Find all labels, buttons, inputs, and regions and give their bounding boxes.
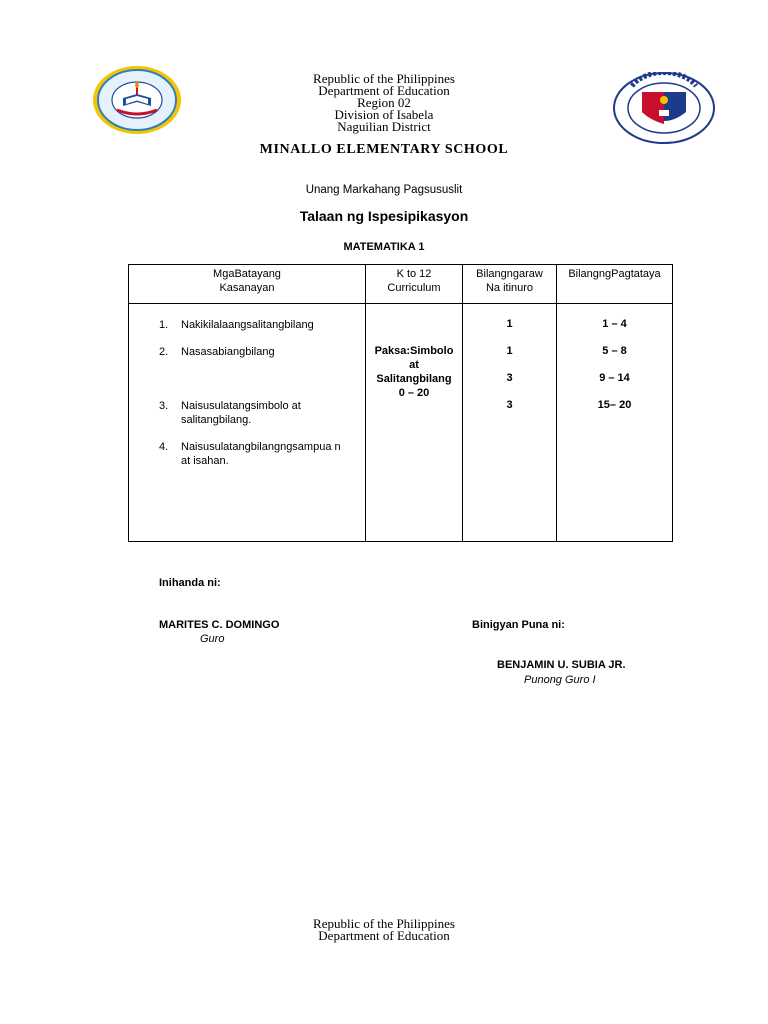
noter-role: Punong Guro I bbox=[524, 674, 596, 686]
prepared-by-label: Inihanda ni: bbox=[159, 577, 221, 589]
curriculum-cell: Paksa:Simbolo at Salitangbilang 0 – 20 bbox=[366, 304, 463, 542]
footer-line-1: Republic of the Philippines bbox=[313, 916, 455, 931]
items-cell: 1 – 4 5 – 8 9 – 14 15– 20 bbox=[557, 304, 673, 542]
header-line-1: Republic of the Philippines bbox=[313, 71, 455, 86]
header-line-2: Department of Education bbox=[318, 83, 450, 98]
school-name: MINALLO ELEMENTARY SCHOOL bbox=[259, 142, 509, 157]
subject-label: MATEMATIKA 1 bbox=[343, 241, 425, 253]
footer-line-2: Department of Education bbox=[318, 928, 450, 943]
days-cell: 1 1 3 3 bbox=[463, 304, 557, 542]
table-header-row bbox=[129, 265, 673, 304]
header-days: Bilangngaraw Na itinuro bbox=[463, 265, 557, 304]
header-line-5: Naguilian District bbox=[337, 119, 431, 134]
noted-by-label: Binigyan Puna ni: bbox=[472, 619, 565, 631]
preparer-role: Guro bbox=[200, 633, 225, 645]
header-skills: MgaBatayang Kasanayan bbox=[129, 265, 366, 304]
header-line-4: Division of Isabela bbox=[334, 107, 434, 122]
header-curriculum: K to 12 Curriculum bbox=[366, 265, 463, 304]
specification-table bbox=[128, 264, 673, 542]
table-row bbox=[129, 304, 673, 542]
preparer-name: MARITES C. DOMINGO bbox=[159, 619, 280, 631]
skills-cell: 1. Nakikilalaangsalitangbilang 2. Nasasabiangbilang 3. Naisusulatangsimbolo at salitangbilang. 4. Naisusulatangbilangngsampua n at isahan. bbox=[129, 304, 366, 542]
quarter-label: Unang Markahang Pagsususlit bbox=[305, 184, 463, 196]
header-items: BilangngPagtataya bbox=[557, 265, 673, 304]
header-line-3: Region 02 bbox=[357, 95, 411, 110]
document-title: Talaan ng Ispesipikasyon bbox=[299, 208, 469, 224]
noter-name: BENJAMIN U. SUBIA JR. bbox=[497, 659, 626, 671]
